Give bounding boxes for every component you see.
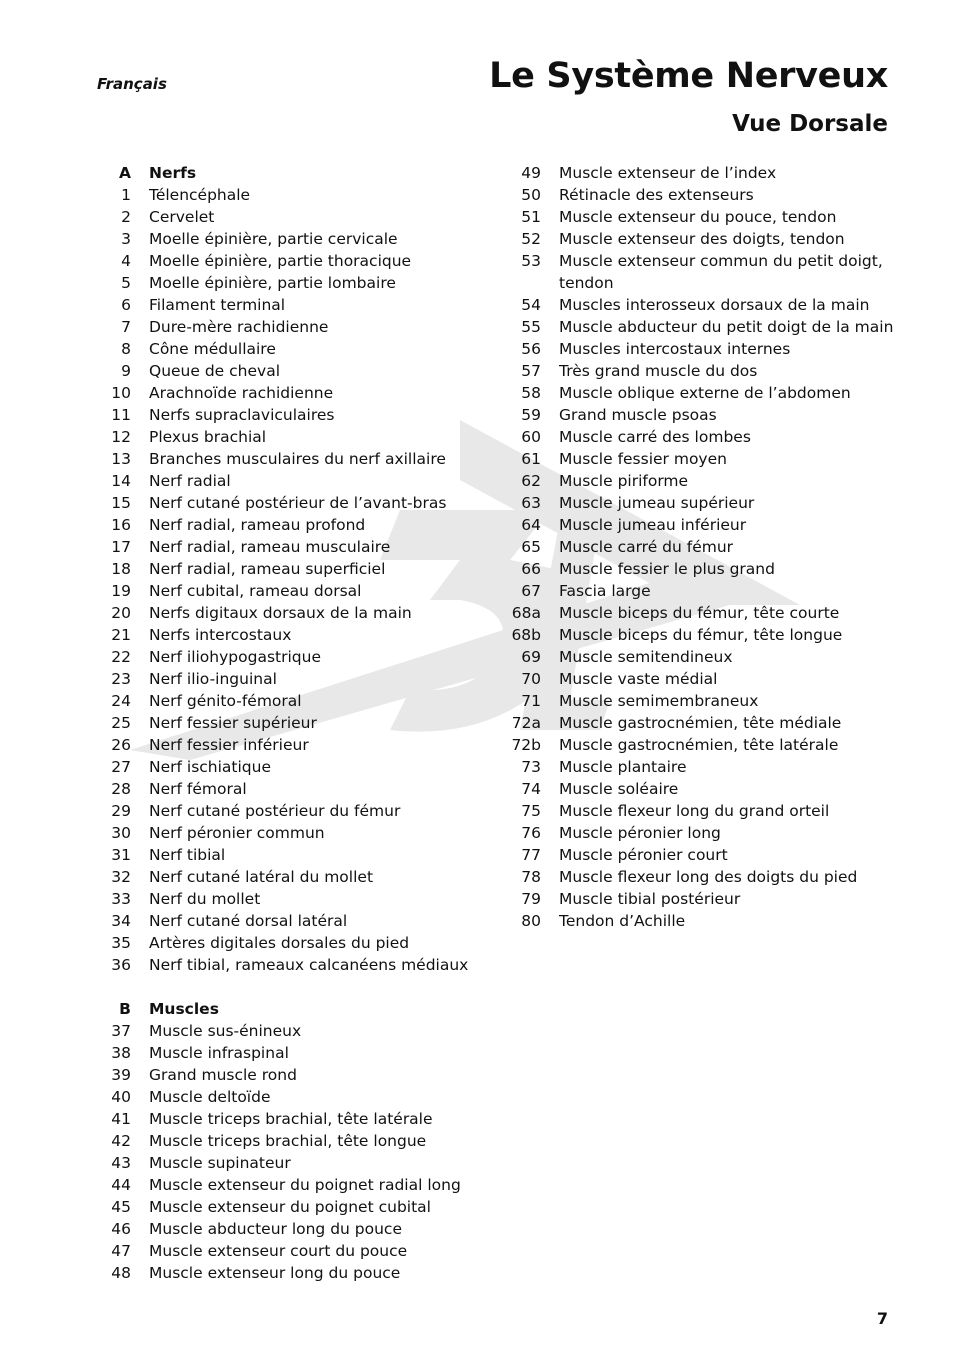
legend-number: 56 xyxy=(521,340,541,358)
legend-label: Muscle oblique externe de l’abdomen xyxy=(559,384,851,402)
legend-label: Muscle semimembraneux xyxy=(559,692,759,710)
legend-item xyxy=(97,1042,497,1064)
legend-item xyxy=(97,580,497,602)
legend-item xyxy=(97,778,497,800)
legend-number: 33 xyxy=(111,890,131,908)
legend-label: Branches musculaires du nerf axillaire xyxy=(149,450,446,468)
legend-number: 77 xyxy=(521,846,541,864)
legend-label: Muscles intercostaux internes xyxy=(559,340,791,358)
legend-item xyxy=(97,844,497,866)
legend-item xyxy=(507,382,907,404)
legend-number: 60 xyxy=(521,428,541,446)
legend-label: Nerf cutané postérieur de l’avant-bras xyxy=(149,494,447,512)
legend-number: 24 xyxy=(111,692,131,710)
section-spacer xyxy=(97,976,497,998)
legend-number: 41 xyxy=(111,1110,131,1128)
legend-number: 21 xyxy=(111,626,131,644)
legend-number: 50 xyxy=(521,186,541,204)
legend-item xyxy=(97,448,497,470)
legend-number: 48 xyxy=(111,1264,131,1282)
legend-item xyxy=(97,1218,497,1240)
legend-label: Tendon d’Achille xyxy=(559,912,686,930)
legend-label: Très grand muscle du dos xyxy=(559,362,758,380)
legend-number: 2 xyxy=(121,208,131,226)
legend-item xyxy=(97,668,497,690)
legend-number: 52 xyxy=(521,230,541,248)
legend-number: 68a xyxy=(511,604,541,622)
legend-item xyxy=(97,316,497,338)
legend-item xyxy=(507,580,907,602)
legend-label: Nerf ilio-inguinal xyxy=(149,670,277,688)
legend-item xyxy=(97,338,497,360)
legend-number: 29 xyxy=(111,802,131,820)
legend-number: 61 xyxy=(521,450,541,468)
legend-item xyxy=(507,822,907,844)
legend-item xyxy=(507,338,907,360)
legend-label: Nerf radial, rameau musculaire xyxy=(149,538,391,556)
legend-item xyxy=(507,756,907,778)
legend-number: 9 xyxy=(121,362,131,380)
legend-item xyxy=(97,206,497,228)
page-number: 7 xyxy=(876,1309,888,1328)
legend-number: 58 xyxy=(521,384,541,402)
legend-number: 46 xyxy=(111,1220,131,1238)
legend-label: Nerf cubital, rameau dorsal xyxy=(149,582,362,600)
legend-label: Muscle carré du fémur xyxy=(559,538,734,556)
legend-label: Dure-mère rachidienne xyxy=(149,318,329,336)
legend-label: Muscle péronier long xyxy=(559,824,721,842)
legend-item xyxy=(97,734,497,756)
legend-label: Nerf ischiatique xyxy=(149,758,272,776)
legend-number: 55 xyxy=(521,318,541,336)
legend-number: 19 xyxy=(111,582,131,600)
legend-number: 17 xyxy=(111,538,131,556)
legend-number: 73 xyxy=(521,758,541,776)
legend-label: Muscle supinateur xyxy=(149,1154,291,1172)
legend-item xyxy=(97,272,497,294)
legend-column-right xyxy=(507,162,907,932)
legend-item xyxy=(97,646,497,668)
legend-item xyxy=(97,1064,497,1086)
legend-label: Nerf fessier inférieur xyxy=(149,736,309,754)
legend-item xyxy=(97,602,497,624)
legend-number: 40 xyxy=(111,1088,131,1106)
legend-label: Muscle flexeur long du grand orteil xyxy=(559,802,830,820)
legend-item xyxy=(507,734,907,756)
legend-number: 70 xyxy=(521,670,541,688)
page-title: Le Système Nerveux xyxy=(489,56,888,96)
legend-item xyxy=(97,1262,497,1284)
legend-label: Muscle triceps brachial, tête longue xyxy=(149,1132,427,1150)
legend-number: 53 xyxy=(521,252,541,270)
legend-item xyxy=(97,888,497,910)
legend-number: 28 xyxy=(111,780,131,798)
legend-label: Cône médullaire xyxy=(149,340,276,358)
legend-label: Fascia large xyxy=(559,582,651,600)
legend-label: Nerf du mollet xyxy=(149,890,261,908)
legend-number: 57 xyxy=(521,362,541,380)
legend-item xyxy=(97,756,497,778)
legend-label: Nerf cutané dorsal latéral xyxy=(149,912,348,930)
legend-item xyxy=(97,558,497,580)
legend-label: Grand muscle rond xyxy=(149,1066,297,1084)
legend-label: Muscle sus-énineux xyxy=(149,1022,302,1040)
legend-label: Muscle extenseur du poignet radial long xyxy=(149,1176,461,1194)
legend-label: Muscle extenseur du poignet cubital xyxy=(149,1198,431,1216)
legend-item xyxy=(507,646,907,668)
legend-label: Artères digitales dorsales du pied xyxy=(149,934,410,952)
legend-number: 42 xyxy=(111,1132,131,1150)
legend-item xyxy=(507,294,907,316)
legend-number: 59 xyxy=(521,406,541,424)
legend-number: 38 xyxy=(111,1044,131,1062)
legend-item xyxy=(97,228,497,250)
legend-item xyxy=(97,404,497,426)
legend-label: Muscle jumeau supérieur xyxy=(559,494,755,512)
legend-number: 6 xyxy=(121,296,131,314)
legend-number: 32 xyxy=(111,868,131,886)
legend-item xyxy=(97,624,497,646)
legend-number: 30 xyxy=(111,824,131,842)
legend-number: 49 xyxy=(521,164,541,182)
legend-item xyxy=(97,360,497,382)
legend-item xyxy=(507,360,907,382)
legend-number: 18 xyxy=(111,560,131,578)
legend-label: Rétinacle des extenseurs xyxy=(559,186,754,204)
legend-number: 12 xyxy=(111,428,131,446)
legend-item xyxy=(507,910,907,932)
legend-number: 3 xyxy=(121,230,131,248)
legend-number: 16 xyxy=(111,516,131,534)
legend-label: Moelle épinière, partie thoracique xyxy=(149,252,412,270)
legend-label: Muscle biceps du fémur, tête courte xyxy=(559,604,840,622)
legend-label: Muscle infraspinal xyxy=(149,1044,289,1062)
legend-label: Muscle extenseur des doigts, tendon xyxy=(559,230,845,248)
legend-item xyxy=(507,558,907,580)
legend-label: Plexus brachial xyxy=(149,428,267,446)
legend-label: Muscle carré des lombes xyxy=(559,428,751,446)
legend-number: 54 xyxy=(521,296,541,314)
legend-label: Muscle tibial postérieur xyxy=(559,890,741,908)
legend-item xyxy=(97,470,497,492)
legend-item xyxy=(97,1174,497,1196)
legend-label: Muscle fessier moyen xyxy=(559,450,727,468)
legend-number: 63 xyxy=(521,494,541,512)
legend-number: 23 xyxy=(111,670,131,688)
legend-item xyxy=(507,888,907,910)
legend-number: 62 xyxy=(521,472,541,490)
legend-number: 66 xyxy=(521,560,541,578)
legend-label: Muscle péronier court xyxy=(559,846,728,864)
legend-item xyxy=(97,910,497,932)
legend-label: Nerfs xyxy=(149,164,197,182)
legend-label: Nerf cutané postérieur du fémur xyxy=(149,802,401,820)
legend-item xyxy=(507,470,907,492)
section-heading xyxy=(97,162,497,184)
legend-label: Muscle piriforme xyxy=(559,472,689,490)
legend-number: 5 xyxy=(121,274,131,292)
legend-number: 26 xyxy=(111,736,131,754)
legend-number: 34 xyxy=(111,912,131,930)
legend-item xyxy=(97,184,497,206)
legend-number: 8 xyxy=(121,340,131,358)
legend-label: Grand muscle psoas xyxy=(559,406,717,424)
legend-number: 7 xyxy=(121,318,131,336)
legend-number: A xyxy=(119,164,131,182)
legend-item xyxy=(507,536,907,558)
legend-number: 68b xyxy=(511,626,541,644)
legend-number: 10 xyxy=(111,384,131,402)
legend-number: 37 xyxy=(111,1022,131,1040)
legend-number: B xyxy=(119,1000,131,1018)
legend-item xyxy=(97,1020,497,1042)
legend-label: Muscles xyxy=(149,1000,219,1018)
legend-item xyxy=(97,866,497,888)
legend-item xyxy=(507,228,907,250)
legend-item xyxy=(97,1130,497,1152)
legend-number: 13 xyxy=(111,450,131,468)
legend-number: 22 xyxy=(111,648,131,666)
legend-item xyxy=(507,404,907,426)
legend-number: 76 xyxy=(521,824,541,842)
legend-label: Nerf fessier supérieur xyxy=(149,714,317,732)
legend-item xyxy=(507,206,907,228)
legend-item xyxy=(97,536,497,558)
legend-label: Filament terminal xyxy=(149,296,286,314)
legend-item xyxy=(97,800,497,822)
legend-label: Muscle extenseur commun du petit doigt, tendon xyxy=(559,252,883,292)
legend-label: Nerf radial, rameau profond xyxy=(149,516,366,534)
legend-label: Moelle épinière, partie lombaire xyxy=(149,274,396,292)
legend-number: 4 xyxy=(121,252,131,270)
legend-number: 51 xyxy=(521,208,541,226)
legend-label: Muscle biceps du fémur, tête longue xyxy=(559,626,843,644)
legend-label: Nerf cutané latéral du mollet xyxy=(149,868,374,886)
legend-item xyxy=(97,382,497,404)
legend-item xyxy=(97,1196,497,1218)
legend-label: Nerf fémoral xyxy=(149,780,247,798)
legend-item xyxy=(97,294,497,316)
legend-number: 47 xyxy=(111,1242,131,1260)
page-subtitle: Vue Dorsale xyxy=(732,111,888,137)
legend-number: 25 xyxy=(111,714,131,732)
legend-number: 45 xyxy=(111,1198,131,1216)
legend-number: 79 xyxy=(521,890,541,908)
legend-label: Muscle gastrocnémien, tête médiale xyxy=(559,714,842,732)
legend-number: 31 xyxy=(111,846,131,864)
legend-label: Muscle extenseur long du pouce xyxy=(149,1264,401,1282)
legend-item xyxy=(97,822,497,844)
legend-item xyxy=(507,690,907,712)
legend-item xyxy=(507,602,907,624)
legend-label: Nerf génito-fémoral xyxy=(149,692,302,710)
legend-label: Nerfs supraclaviculaires xyxy=(149,406,335,424)
legend-label: Muscle soléaire xyxy=(559,780,679,798)
legend-item xyxy=(507,514,907,536)
legend-item xyxy=(97,1152,497,1174)
legend-item xyxy=(507,844,907,866)
legend-item xyxy=(97,712,497,734)
legend-label: Muscle plantaire xyxy=(559,758,687,776)
legend-label: Muscle triceps brachial, tête latérale xyxy=(149,1110,433,1128)
legend-number: 44 xyxy=(111,1176,131,1194)
legend-item xyxy=(507,162,907,184)
legend-label: Nerf tibial xyxy=(149,846,226,864)
legend-label: Muscles interosseux dorsaux de la main xyxy=(559,296,870,314)
legend-number: 35 xyxy=(111,934,131,952)
legend-number: 69 xyxy=(521,648,541,666)
legend-item xyxy=(507,866,907,888)
legend-item xyxy=(507,712,907,734)
legend-number: 80 xyxy=(521,912,541,930)
legend-item xyxy=(97,426,497,448)
legend-label: Muscle jumeau inférieur xyxy=(559,516,747,534)
legend-number: 64 xyxy=(521,516,541,534)
legend-number: 14 xyxy=(111,472,131,490)
legend-item xyxy=(97,250,497,272)
legend-label: Arachnoïde rachidienne xyxy=(149,384,334,402)
legend-item xyxy=(97,932,497,954)
legend-number: 72b xyxy=(511,736,541,754)
legend-label: Muscle abducteur long du pouce xyxy=(149,1220,402,1238)
legend-label: Muscle extenseur court du pouce xyxy=(149,1242,408,1260)
legend-item xyxy=(507,448,907,470)
legend-item xyxy=(97,690,497,712)
legend-number: 20 xyxy=(111,604,131,622)
legend-number: 39 xyxy=(111,1066,131,1084)
legend-label: Nerf tibial, rameaux calcanéens médiaux xyxy=(149,956,469,974)
legend-column-left xyxy=(97,162,497,1284)
legend-number: 11 xyxy=(111,406,131,424)
legend-number: 15 xyxy=(111,494,131,512)
legend-item xyxy=(507,184,907,206)
legend-label: Muscle flexeur long des doigts du pied xyxy=(559,868,858,886)
legend-label: Cervelet xyxy=(149,208,215,226)
legend-label: Nerf péronier commun xyxy=(149,824,325,842)
legend-label: Muscle gastrocnémien, tête latérale xyxy=(559,736,839,754)
section-heading xyxy=(97,998,497,1020)
legend-label: Moelle épinière, partie cervicale xyxy=(149,230,398,248)
legend-item xyxy=(507,426,907,448)
legend-label: Muscle deltoïde xyxy=(149,1088,271,1106)
legend-item xyxy=(507,624,907,646)
legend-item xyxy=(97,1108,497,1130)
legend-label: Queue de cheval xyxy=(149,362,281,380)
legend-label: Muscle abducteur du petit doigt de la main xyxy=(559,318,894,336)
legend-label: Muscle semitendineux xyxy=(559,648,733,666)
legend-number: 36 xyxy=(111,956,131,974)
legend-item xyxy=(507,668,907,690)
legend-label: Muscle vaste médial xyxy=(559,670,718,688)
legend-label: Nerf iliohypogastrique xyxy=(149,648,321,666)
legend-number: 72a xyxy=(511,714,541,732)
legend-number: 1 xyxy=(121,186,131,204)
legend-item xyxy=(507,250,907,294)
legend-label: Télencéphale xyxy=(149,186,251,204)
legend-number: 78 xyxy=(521,868,541,886)
legend-item xyxy=(507,316,907,338)
legend-number: 74 xyxy=(521,780,541,798)
legend-item xyxy=(97,1240,497,1262)
legend-number: 65 xyxy=(521,538,541,556)
language-label: Français xyxy=(97,75,167,93)
legend-label: Nerfs intercostaux xyxy=(149,626,292,644)
legend-label: Nerfs digitaux dorsaux de la main xyxy=(149,604,412,622)
legend-item xyxy=(507,778,907,800)
legend-item xyxy=(97,954,497,976)
legend-item xyxy=(97,514,497,536)
legend-label: Muscle fessier le plus grand xyxy=(559,560,775,578)
legend-item xyxy=(97,492,497,514)
legend-label: Nerf radial, rameau superficiel xyxy=(149,560,386,578)
legend-label: Muscle extenseur de l’index xyxy=(559,164,777,182)
legend-label: Muscle extenseur du pouce, tendon xyxy=(559,208,837,226)
legend-label: Nerf radial xyxy=(149,472,231,490)
legend-number: 71 xyxy=(521,692,541,710)
legend-number: 43 xyxy=(111,1154,131,1172)
legend-item xyxy=(97,1086,497,1108)
legend-number: 67 xyxy=(521,582,541,600)
legend-number: 75 xyxy=(521,802,541,820)
legend-item xyxy=(507,492,907,514)
legend-number: 27 xyxy=(111,758,131,776)
legend-item xyxy=(507,800,907,822)
